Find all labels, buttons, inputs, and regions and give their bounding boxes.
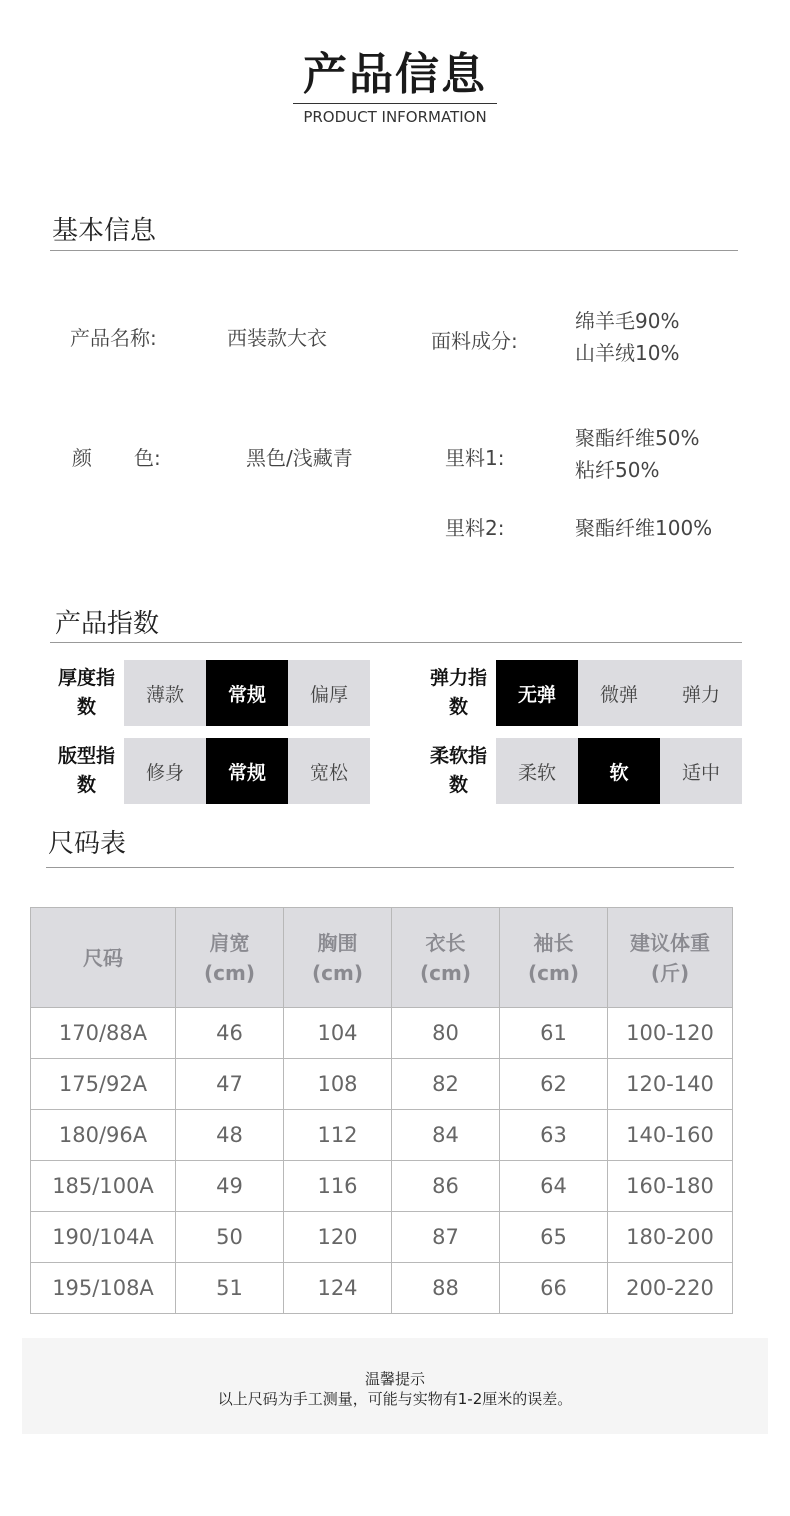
cell-length: 80 <box>392 1008 500 1059</box>
cell-sleeve: 61 <box>500 1008 608 1059</box>
cell-sleeve: 64 <box>500 1161 608 1212</box>
thickness-index <box>49 660 370 726</box>
softness-index <box>421 738 742 804</box>
lining1-label: 里料1: <box>445 446 505 470</box>
cell-weight: 180-200 <box>608 1212 733 1263</box>
lining2-value: 聚酯纤维100% <box>575 516 713 540</box>
basic-info-heading: 基本信息 <box>52 216 157 246</box>
thickness-label: 厚度指 数 <box>57 667 115 718</box>
color-value: 黑色/浅藏青 <box>246 446 353 470</box>
cell-size: 185/100A <box>31 1161 176 1212</box>
header-shoulder: 肩宽 (cm) <box>176 908 284 1008</box>
cell-length: 86 <box>392 1161 500 1212</box>
cell-sleeve: 63 <box>500 1110 608 1161</box>
table-row <box>31 1263 733 1314</box>
cell-shoulder: 51 <box>176 1263 284 1314</box>
fit-index <box>49 738 370 804</box>
page-subtitle: PRODUCT INFORMATION <box>303 108 487 126</box>
elasticity-label: 弹力指 数 <box>429 667 487 718</box>
color-label-part1: 颜 <box>72 446 92 470</box>
cell-shoulder: 47 <box>176 1059 284 1110</box>
cell-size: 195/108A <box>31 1263 176 1314</box>
cell-weight: 200-220 <box>608 1263 733 1314</box>
elasticity-index <box>421 660 742 726</box>
thickness-option-thin: 薄款 <box>124 660 206 726</box>
lining1-value-2: 粘纤50% <box>575 458 660 482</box>
product-name-value: 西装款大衣 <box>227 326 327 350</box>
cell-weight: 140-160 <box>608 1110 733 1161</box>
cell-shoulder: 50 <box>176 1212 284 1263</box>
size-chart-heading: 尺码表 <box>48 829 127 859</box>
color-label-part2: 色: <box>134 446 161 470</box>
fabric-value-2: 山羊绒10% <box>575 341 680 365</box>
softness-option-softer: 软 <box>578 738 660 804</box>
fabric-value-1: 绵羊毛90% <box>575 309 680 333</box>
lining2-label: 里料2: <box>445 516 505 540</box>
notice-title: 温馨提示 <box>364 1370 425 1388</box>
table-row <box>31 1008 733 1059</box>
page-title: 产品信息 <box>303 49 487 100</box>
cell-sleeve: 62 <box>500 1059 608 1110</box>
table-row <box>31 1059 733 1110</box>
product-name-label: 产品名称: <box>70 326 157 350</box>
notice-text: 以上尺码为手工测量，可能与实物有1-2厘米的误差。 <box>217 1390 573 1408</box>
cell-weight: 100-120 <box>608 1008 733 1059</box>
cell-length: 87 <box>392 1212 500 1263</box>
size-chart-divider <box>46 867 734 868</box>
size-table <box>30 907 733 1314</box>
fabric-label: 面料成分: <box>431 329 518 353</box>
indices-heading: 产品指数 <box>55 609 160 639</box>
cell-shoulder: 46 <box>176 1008 284 1059</box>
cell-chest: 108 <box>284 1059 392 1110</box>
cell-sleeve: 65 <box>500 1212 608 1263</box>
header-length: 衣长 (cm) <box>392 908 500 1008</box>
cell-size: 170/88A <box>31 1008 176 1059</box>
fit-option-slim: 修身 <box>124 738 206 804</box>
cell-size: 190/104A <box>31 1212 176 1263</box>
table-row <box>31 1161 733 1212</box>
indices-divider <box>50 642 742 643</box>
table-row <box>31 1212 733 1263</box>
fit-option-regular: 常规 <box>206 738 288 804</box>
table-row <box>31 1110 733 1161</box>
thickness-option-regular: 常规 <box>206 660 288 726</box>
cell-size: 180/96A <box>31 1110 176 1161</box>
cell-chest: 116 <box>284 1161 392 1212</box>
cell-size: 175/92A <box>31 1059 176 1110</box>
cell-length: 84 <box>392 1110 500 1161</box>
basic-info-divider <box>50 250 738 251</box>
header-weight: 建议体重 (斤) <box>608 908 733 1008</box>
lining1-value-1: 聚酯纤维50% <box>575 426 700 450</box>
cell-chest: 120 <box>284 1212 392 1263</box>
cell-shoulder: 49 <box>176 1161 284 1212</box>
title-divider <box>293 103 497 104</box>
elasticity-option-stretch: 弹力 <box>660 660 742 726</box>
cell-length: 82 <box>392 1059 500 1110</box>
softness-label: 柔软指 数 <box>429 745 487 796</box>
cell-sleeve: 66 <box>500 1263 608 1314</box>
cell-chest: 112 <box>284 1110 392 1161</box>
cell-weight: 120-140 <box>608 1059 733 1110</box>
header-size: 尺码 <box>31 908 176 1008</box>
cell-chest: 104 <box>284 1008 392 1059</box>
thickness-option-thick: 偏厚 <box>288 660 370 726</box>
cell-length: 88 <box>392 1263 500 1314</box>
softness-option-soft: 柔软 <box>496 738 578 804</box>
elasticity-option-slight: 微弹 <box>578 660 660 726</box>
elasticity-option-none: 无弹 <box>496 660 578 726</box>
fit-option-loose: 宽松 <box>288 738 370 804</box>
fit-label: 版型指 数 <box>57 745 115 796</box>
cell-chest: 124 <box>284 1263 392 1314</box>
table-header-row <box>31 908 733 1008</box>
softness-option-medium: 适中 <box>660 738 742 804</box>
cell-weight: 160-180 <box>608 1161 733 1212</box>
header-chest: 胸围 (cm) <box>284 908 392 1008</box>
header-sleeve: 袖长 (cm) <box>500 908 608 1008</box>
cell-shoulder: 48 <box>176 1110 284 1161</box>
